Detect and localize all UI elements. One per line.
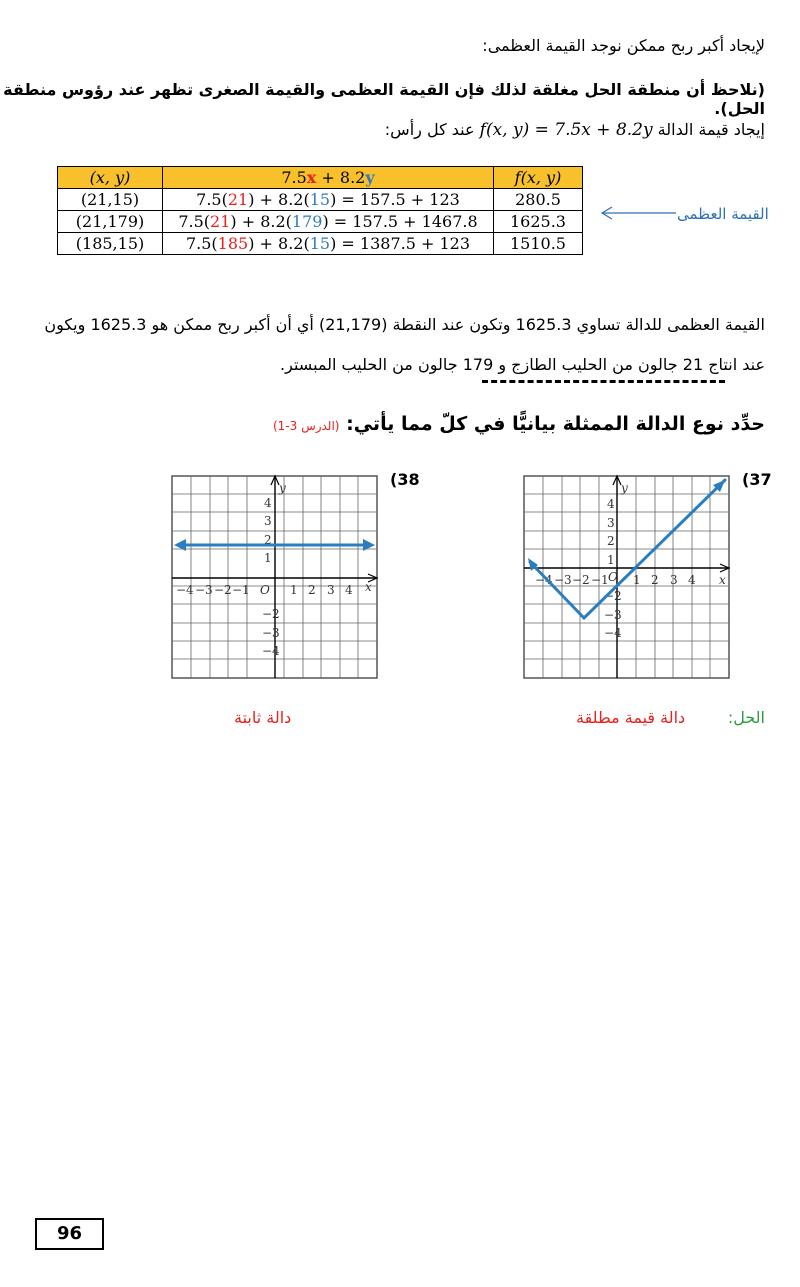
header-point: (x, y): [58, 167, 163, 189]
x-tick: 2: [308, 583, 316, 597]
lesson-reference: (الدرس 3-1): [272, 419, 340, 433]
y-tick: −3: [262, 626, 280, 640]
y-tick: −3: [604, 608, 622, 622]
conclusion-line-1: القيمة العظمى للدالة تساوي 1625.3 وتكون عند النقطة (21,179) أي أن أكبر ربح ممكن هو 1625.3 ويكون: [44, 315, 765, 334]
x-tick: 1: [633, 573, 641, 587]
x-tick: 3: [327, 583, 335, 597]
row-value: 280.5: [494, 189, 583, 211]
vertex-table: [57, 166, 583, 255]
y-tick: 2: [264, 533, 272, 547]
row-expression: 7.5(21) + 8.2(179) = 157.5 + 1467.8: [163, 211, 494, 233]
x-tick: 2: [651, 573, 659, 587]
y-axis-label: y: [621, 481, 628, 495]
row-point: (185,15): [58, 233, 163, 255]
origin-label: O: [260, 583, 270, 597]
x-tick: −1: [232, 583, 250, 597]
exercise-title: حدِّد نوع الدالة الممثلة بيانيًّا في كلّ مما يأتي: (الدرس 3-1): [272, 413, 765, 435]
instruction-end: عند كل رأس:: [384, 120, 475, 139]
graph-37: [520, 472, 735, 684]
x-tick: −4: [535, 573, 553, 587]
y-tick: −4: [262, 644, 280, 658]
objective-function: f(x, y) = 7.5x + 8.2y: [479, 120, 653, 140]
answer-37: دالة قيمة مطلقة: [576, 708, 686, 727]
x-tick: −4: [176, 583, 194, 597]
x-tick: 4: [345, 583, 353, 597]
header-value: f(x, y): [494, 167, 583, 189]
instruction-text: إيجاد قيمة الدالة: [657, 120, 765, 139]
y-tick: 1: [264, 551, 272, 565]
row-value: 1625.3: [494, 211, 583, 233]
y-tick: 2: [607, 534, 615, 548]
intro-line: لإيجاد أكبر ربح ممكن نوجد القيمة العظمى:: [482, 36, 765, 55]
max-value-label: القيمة العظمى: [677, 205, 769, 223]
y-tick: −2: [604, 589, 622, 603]
origin-label: O: [608, 570, 618, 584]
y-tick: −2: [262, 607, 280, 621]
header-expression: 7.5x + 8.2y: [163, 167, 494, 189]
question-37-number: (37: [742, 470, 772, 489]
table-row: [58, 189, 583, 211]
y-tick: 1: [607, 553, 615, 567]
y-tick: 3: [264, 514, 272, 528]
note-line: (نلاحظ أن منطقة الحل مغلقة لذلك فإن القيمة العظمى والقيمة الصغرى تظهر عند رؤوس منطقة الحل).: [3, 80, 765, 118]
instruction-line: [385, 120, 765, 140]
x-tick: −1: [591, 573, 609, 587]
table-row: [58, 211, 583, 233]
row-point: (21,179): [58, 211, 163, 233]
x-tick: 4: [688, 573, 696, 587]
dashed-separator: [482, 380, 725, 383]
y-tick: −4: [604, 626, 622, 640]
question-38-number: (38: [390, 470, 420, 489]
x-tick: −3: [554, 573, 572, 587]
x-tick: −2: [572, 573, 590, 587]
row-value: 1510.5: [494, 233, 583, 255]
y-tick: 3: [607, 516, 615, 530]
max-arrow-icon: [598, 206, 678, 220]
answer-38: دالة ثابتة: [234, 708, 292, 727]
x-tick: −2: [214, 583, 232, 597]
table-row: [58, 233, 583, 255]
row-point: (21,15): [58, 189, 163, 211]
table-header-row: [58, 167, 583, 189]
x-axis-label: x: [365, 580, 372, 594]
row-expression: 7.5(185) + 8.2(15) = 1387.5 + 123: [163, 233, 494, 255]
y-tick: 4: [607, 497, 615, 511]
page-number: 96: [35, 1218, 104, 1250]
x-tick: 3: [670, 573, 678, 587]
y-tick: 4: [264, 496, 272, 510]
x-tick: −3: [195, 583, 213, 597]
y-axis-label: y: [279, 481, 286, 495]
solution-label: الحل:: [727, 708, 765, 727]
graph-38: [168, 472, 383, 684]
x-tick: 1: [290, 583, 298, 597]
row-expression: 7.5(21) + 8.2(15) = 157.5 + 123: [163, 189, 494, 211]
conclusion-line-2: عند انتاج 21 جالون من الحليب الطازج و 179 جالون من الحليب المبستر.: [280, 355, 765, 374]
x-axis-label: x: [719, 573, 726, 587]
